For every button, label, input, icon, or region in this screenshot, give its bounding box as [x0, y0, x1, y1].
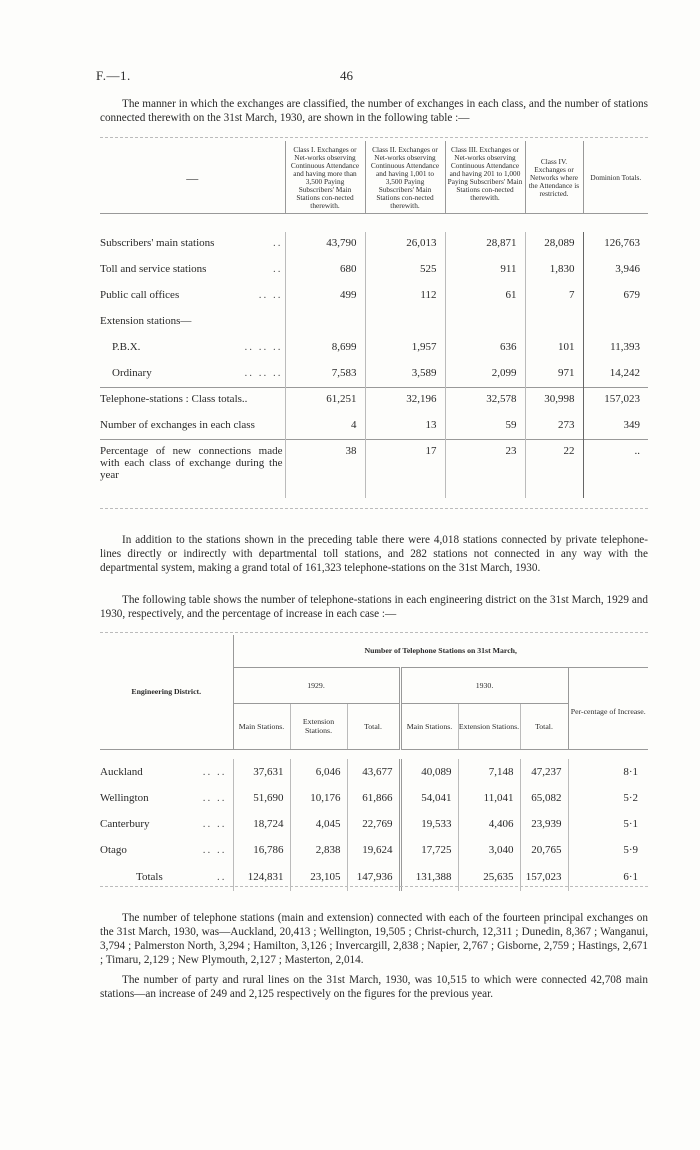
extension-stations-1930-header: Extension Stations. — [458, 703, 520, 749]
year-1930-header: 1930. — [400, 667, 568, 703]
row-label: Number of exchanges in each class — [100, 418, 255, 431]
district-header: Engineering District. — [100, 635, 233, 749]
row-label: Toll and service stations .. — [100, 262, 283, 275]
engineering-district-table — [100, 635, 648, 891]
cell: 1,957 — [365, 336, 445, 362]
cell: 7,148 — [458, 759, 520, 785]
row-label: Public call offices .. .. — [100, 288, 283, 301]
cell: 23,939 — [520, 811, 568, 837]
cell: 2,099 — [445, 362, 525, 388]
cell: 131,388 — [400, 863, 458, 891]
intro-text: The manner in which the exchanges are classified, the number of exchanges in each class, and the number of stations connected therewith on the 31st March, 1930, are shown in the following table :— — [100, 98, 648, 124]
cell: 11,041 — [458, 785, 520, 811]
cell: 51,690 — [233, 785, 290, 811]
cell: 4,045 — [290, 811, 347, 837]
cell: 19,624 — [347, 837, 400, 863]
cell: 16,786 — [233, 837, 290, 863]
cell: 112 — [365, 284, 445, 310]
dominion-totals-header: Dominion Totals. — [583, 141, 648, 214]
class-3-header: Class III. Exchanges or Net-works observing Continuous Attendance and having 201 to 1,000 Paying Subscribers' Main Stations con-nected therewith. — [445, 141, 525, 214]
paragraph-4-text: The number of telephone stations (main and extension) connected with each of the fourteen principal exchanges on the 31st March, 1930, was—Auckland, 20,413 ; Wellington, 19,505 ; Christ-church, 12,311 ; Dunedin, 8,367 ; Wanganui, 3,794 ; Palmerston North, 3,294 ; Hamilton, 3,126 ; Invercargill, 2,838 ; Napier, 2,767 ; Gisborne, 2,759 ; Hastings, 2,671 ; Timaru, 2,129 ; New Plymouth, 2,127 ; Masterton, 2,014. — [100, 912, 648, 966]
cell: 2,838 — [290, 837, 347, 863]
percentage-header: Per-centage of Increase. — [568, 667, 648, 749]
table1-top-rule — [100, 137, 648, 138]
district-name: Canterbury .. .. — [100, 818, 227, 830]
cell: 1,830 — [525, 258, 583, 284]
class-1-header: Class I. Exchanges or Net-works observing Continuous Attendance and having more than 3,500 Paying Subscribers' Main Stations con-nected therewith. — [285, 141, 365, 214]
intro-paragraph — [100, 97, 648, 125]
cell: 25,635 — [458, 863, 520, 891]
cell: 20,765 — [520, 837, 568, 863]
row-label: Percentage of new connections made with each class of exchange during the year — [100, 445, 283, 481]
cell: 30,998 — [525, 388, 583, 414]
paragraph-3 — [100, 593, 648, 621]
percentage-row — [100, 440, 648, 498]
district-name: Auckland .. .. — [100, 766, 227, 778]
cell: 37,631 — [233, 759, 290, 785]
cell: 10,176 — [290, 785, 347, 811]
cell: 8,699 — [285, 336, 365, 362]
cell: 273 — [525, 414, 583, 440]
cell: 23,105 — [290, 863, 347, 891]
table1-blank-header: — — [100, 141, 285, 214]
total-1930-header: Total. — [520, 703, 568, 749]
table-row — [100, 362, 648, 388]
cell: 680 — [285, 258, 365, 284]
table-row — [100, 785, 648, 811]
cell: 28,089 — [525, 232, 583, 258]
district-name: Wellington .. .. — [100, 792, 227, 804]
district-name: Otago .. .. — [100, 844, 227, 856]
table-row — [100, 284, 648, 310]
row-label: Subscribers' main stations .. — [100, 236, 283, 249]
cell: 43,790 — [285, 232, 365, 258]
cell: 18,724 — [233, 811, 290, 837]
cell: 911 — [445, 258, 525, 284]
cell: 971 — [525, 362, 583, 388]
class-4-header: Class IV. Exchanges or Networks where the Attendance is restricted. — [525, 141, 583, 214]
row-label: P.B.X. .. .. .. — [112, 340, 283, 353]
cell: 5·1 — [568, 811, 648, 837]
main-stations-1929-header: Main Stations. — [233, 703, 290, 749]
cell: 59 — [445, 414, 525, 440]
cell: 126,763 — [583, 232, 648, 258]
class-2-header: Class II. Exchanges or Net-works observing Continuous Attendance and having 1,001 to 3,500 Paying Subscribers' Main Stations con-nected therewith. — [365, 141, 445, 214]
cell: 61,866 — [347, 785, 400, 811]
row-label: Telephone-stations : Class totals.. — [100, 393, 248, 405]
cell: 22 — [525, 440, 583, 498]
main-stations-1930-header: Main Stations. — [400, 703, 458, 749]
cell: 679 — [583, 284, 648, 310]
cell: .. — [583, 440, 648, 498]
table-row — [100, 837, 648, 863]
table-row — [100, 232, 648, 258]
paragraph-2-text: In addition to the stations shown in the preceding table there were 4,018 stations connected by private telephone-lines directly or indirectly with departmental toll stations, and 282 stations not connected in any way with the departmental system, making a grand total of 161,323 telephone-stations on the 31st March, 1930. — [100, 534, 648, 574]
cell: 4 — [285, 414, 365, 440]
page-number: 46 — [340, 68, 353, 83]
cell: 14,242 — [583, 362, 648, 388]
table2-group-header-row — [100, 635, 648, 667]
table2-top-rule — [100, 632, 648, 633]
cell: 43,677 — [347, 759, 400, 785]
document-reference: F.—1. — [96, 68, 131, 83]
cell: 13 — [365, 414, 445, 440]
paragraph-4 — [100, 911, 648, 967]
table-row — [100, 258, 648, 284]
row-label: Ordinary .. .. .. — [112, 366, 283, 379]
exchange-class-table — [100, 141, 648, 498]
cell: 47,237 — [520, 759, 568, 785]
table1-header-row — [100, 141, 648, 214]
cell: 26,013 — [365, 232, 445, 258]
year-1929-header: 1929. — [233, 667, 400, 703]
cell: 157,023 — [520, 863, 568, 891]
cell: 7 — [525, 284, 583, 310]
cell: 17,725 — [400, 837, 458, 863]
group-header: Number of Telephone Stations on 31st March, — [233, 635, 648, 667]
cell: 38 — [285, 440, 365, 498]
cell: 5·2 — [568, 785, 648, 811]
cell: 8·1 — [568, 759, 648, 785]
cell: 32,196 — [365, 388, 445, 414]
table-row — [100, 336, 648, 362]
cell: 3,040 — [458, 837, 520, 863]
cell: 22,769 — [347, 811, 400, 837]
cell: 54,041 — [400, 785, 458, 811]
cell: 6,046 — [290, 759, 347, 785]
cell: 61 — [445, 284, 525, 310]
cell: 101 — [525, 336, 583, 362]
cell: 17 — [365, 440, 445, 498]
exchanges-count-row — [100, 414, 648, 440]
cell: 32,578 — [445, 388, 525, 414]
table2-bottom-rule — [100, 886, 648, 887]
table1-bottom-rule — [100, 508, 648, 509]
cell: 3,946 — [583, 258, 648, 284]
cell: 65,082 — [520, 785, 568, 811]
class-totals-row — [100, 388, 648, 414]
cell: 7,583 — [285, 362, 365, 388]
paragraph-5-text: The number of party and rural lines on the 31st March, 1930, was 10,515 to which were connected 42,708 main stations—an increase of 249 and 2,125 respectively on the figures for the previous year. — [100, 974, 648, 1000]
cell: 525 — [365, 258, 445, 284]
extension-stations-1929-header: Extension Stations. — [290, 703, 347, 749]
paragraph-2 — [100, 533, 648, 575]
cell: 157,023 — [583, 388, 648, 414]
table-row — [100, 759, 648, 785]
paragraph-5 — [100, 973, 648, 1001]
cell: 499 — [285, 284, 365, 310]
cell: 40,089 — [400, 759, 458, 785]
cell: 349 — [583, 414, 648, 440]
extension-label: Extension stations— — [100, 314, 192, 327]
cell: 636 — [445, 336, 525, 362]
cell: 3,589 — [365, 362, 445, 388]
cell: 19,533 — [400, 811, 458, 837]
cell: 5·9 — [568, 837, 648, 863]
totals-label: Totals .. — [136, 871, 227, 883]
cell: 147,936 — [347, 863, 400, 891]
total-1929-header: Total. — [347, 703, 400, 749]
cell: 11,393 — [583, 336, 648, 362]
paragraph-3-text: The following table shows the number of telephone-stations in each engineering district on the 31st March, 1929 and 1930, respectively, and the percentage of increase in each case :— — [100, 594, 648, 620]
cell: 6·1 — [568, 863, 648, 891]
cell: 23 — [445, 440, 525, 498]
cell: 28,871 — [445, 232, 525, 258]
cell: 4,406 — [458, 811, 520, 837]
table-row — [100, 310, 648, 336]
cell: 61,251 — [285, 388, 365, 414]
table-row — [100, 811, 648, 837]
cell: 124,831 — [233, 863, 290, 891]
